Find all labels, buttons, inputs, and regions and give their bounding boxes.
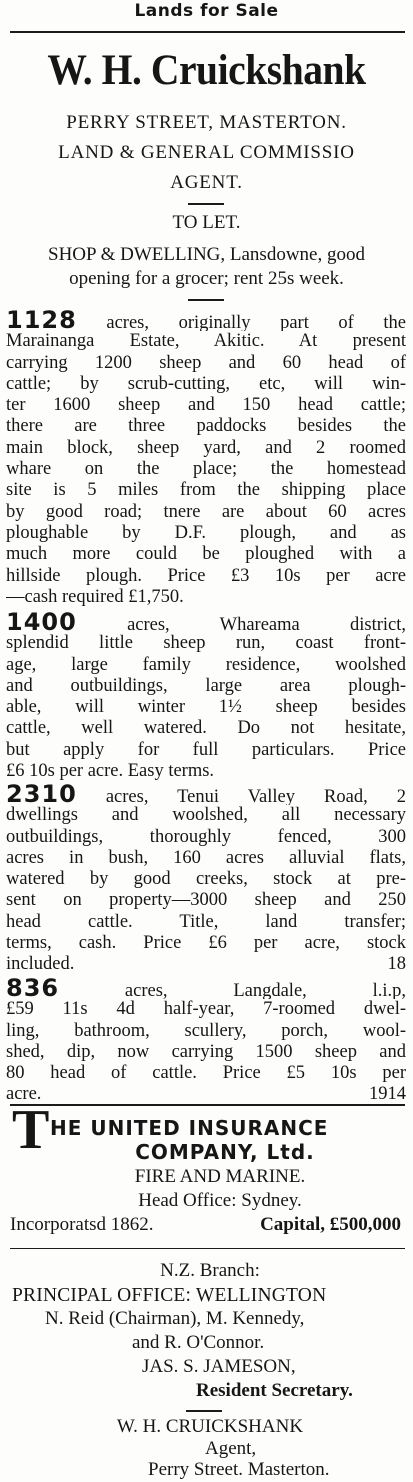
agent-signature-title: Agent, <box>205 1438 257 1459</box>
insurance-fire-marine: FIRE AND MARINE. <box>134 1166 306 1187</box>
insurance-incorporated: Incorporatsd 1862. <box>10 1214 154 1235</box>
insurance-title-line1: HE UNITED INSURANCE <box>50 1116 329 1140</box>
insurance-head-office: Head Office: Sydney. <box>138 1190 302 1211</box>
section-rule <box>10 1104 405 1106</box>
listing-2310: 2310 acres, Tenui Valley Road, 2 dwellings and woolshed, all necessary outbuildings, thoroughly fenced, 300 acres in bush, 160 acres alluvial flats, watered by good creeks, stock at pre- sent on property—3000 sheep and 250 head cattle. Title, land transfer; terms, cash. Price £6 per acre, stock included. 18 <box>6 784 406 976</box>
listing-acres: 1400 <box>6 612 77 634</box>
insurance-capital: Capital, £500,000 <box>260 1214 401 1235</box>
directors-line2: and R. O'Connor. <box>132 1332 265 1353</box>
nz-branch: N.Z. Branch: <box>160 1260 260 1281</box>
agent-name: W. H. Cruickshank <box>47 47 366 94</box>
listing-836: 836 acres, Langdale, l.i.p, £59 11s 4d half-year, 7-roomed dwel- ling, bathroom, scullery, porch, wool- shed, dip, now carrying 1500 sheep and 80 head of cattle. Price £5 10s per acre. 1914 <box>6 978 406 1106</box>
secretary-name: JAS. S. JAMESON, <box>142 1356 296 1377</box>
listing-acres: 836 <box>6 978 60 1000</box>
listing-ref: 1914 <box>369 1084 406 1105</box>
to-let-line2: opening for a grocer; rent 25s week. <box>69 268 344 289</box>
agent-role-line1: LAND & GENERAL COMMISSIO <box>58 142 355 163</box>
listing-ref: 18 <box>387 954 406 975</box>
listing-1128: 1128 acres, originally part of the Marainanga Estate, Akitic. At present carrying 1200 sheep and 60 head of cattle; by scrub-cutting, etc, will win- ter 1600 sheep and 150 head cattle; there are three paddocks besides the main block, sheep yard, and 2 roomed whare on the place; the homestead site is 5 miles from the shipping place by good road; tnere are about 60 acres ploughable by D.F. plough, and as much more could be ploughed with a hillside plough. Price £3 10s per acre —cash required £1,750. <box>6 310 406 608</box>
to-let-heading: TO LET. <box>172 212 241 233</box>
secretary-title: Resident Secretary. <box>196 1380 353 1401</box>
agent-signature-name: W. H. CRUICKSHANK <box>116 1416 304 1437</box>
agent-role-line2: AGENT. <box>170 172 243 193</box>
principal-office: PRINCIPAL OFFICE: WELLINGTON <box>12 1285 327 1306</box>
insurance-title-line2: COMPANY, Ltd. <box>135 1140 315 1164</box>
to-let-line1: SHOP & DWELLING, Lansdowne, good <box>48 244 365 265</box>
listing-acres: 1128 <box>6 310 77 332</box>
agent-signature-address: Perry Street. Masterton. <box>148 1459 330 1480</box>
agent-address: PERRY STREET, MASTERTON. <box>66 112 347 133</box>
section-header: Lands for Sale <box>134 1 279 21</box>
directors-line1: N. Reid (Chairman), M. Kennedy, <box>45 1308 305 1329</box>
divider <box>188 203 224 205</box>
section-rule <box>10 1248 405 1249</box>
drop-cap: T <box>12 1099 50 1161</box>
divider <box>186 1410 222 1412</box>
header-rule <box>10 31 405 33</box>
listing-1400: 1400 acres, Whareama district, splendid little sheep run, coast front- age, large family residence, woolshed and outbuildings, large area plough- able, will winter 1½ sheep besides cattle, well watered. Do not hesitate, but apply for full particulars. Price £6 10s per acre. Easy terms. <box>6 612 406 782</box>
listing-acres: 2310 <box>6 784 77 806</box>
divider <box>188 299 224 301</box>
